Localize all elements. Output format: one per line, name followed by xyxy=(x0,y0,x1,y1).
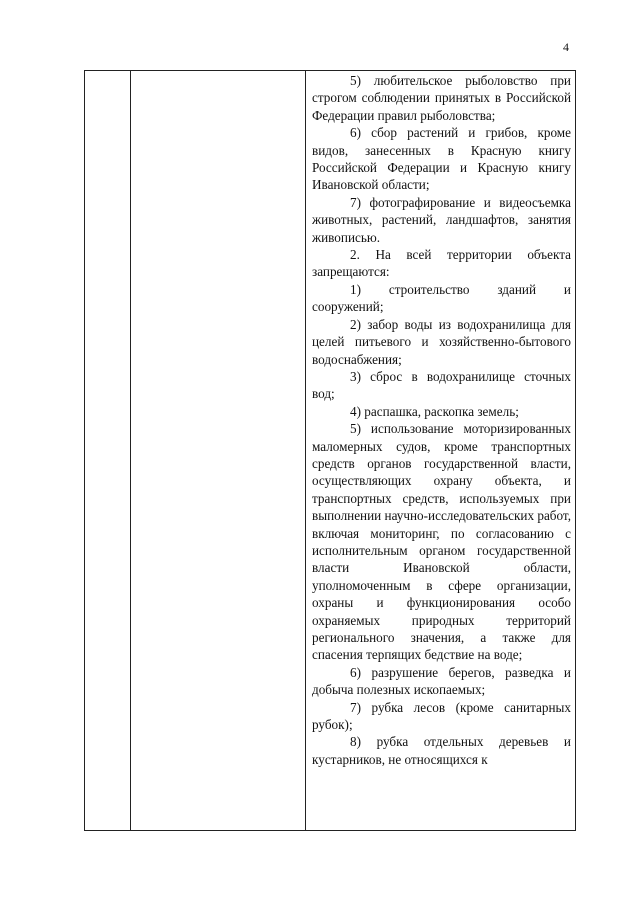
paragraph-photography: 7) фотографирование и видеосъемка животных, растений, ландшафтов, занятия живописью. xyxy=(312,194,571,245)
page-number: 4 xyxy=(563,40,569,54)
paragraph-tree-felling: 8) рубка отдельных деревьев и кустарников, не относящихся к xyxy=(312,734,571,767)
paragraph-forest-felling: 7) рубка лесов (кроме санитарных рубок); xyxy=(312,699,571,733)
table-cell-regime xyxy=(306,71,576,831)
paragraph-ploughing: 4) распашка, раскопка земель; xyxy=(350,403,519,419)
paragraph-wastewater-discharge: 3) сброс в водохранилище сточных вод; xyxy=(312,368,571,402)
regime-text-block xyxy=(306,71,575,768)
paragraph-motorized-vessels: 5) использование моторизированных маломерных судов, кроме транспортных средств органов государственной власти, осуществляющих охрану объекта, и транспортных средств, используемых при выполнении научно-исследовательских работ, включая мониторинг, по согласованию с исполнительным органом государственной власти Ивановской области, уполномоченным в сфере организации, охраны и функционирования особо охраняемых природных территорий регионального значения, а также для спасения терпящих бедствие на воде; xyxy=(312,421,571,663)
paragraph-construction: 1) строительство зданий и сооружений; xyxy=(312,281,571,315)
table-cell-number xyxy=(85,71,131,831)
paragraph-shore-destruction: 6) разрушение берегов, разведка и добыча полезных ископаемых; xyxy=(312,664,571,698)
table-cell-name-text xyxy=(131,71,305,72)
paragraph-water-intake: 2) забор воды из водохранилища для целей питьевого и хозяйственно-бытового водоснабжения; xyxy=(312,316,571,367)
paragraph-prohibitions-heading: 2. На всей территории объекта запрещаются: xyxy=(312,247,571,280)
table-cell-number-text xyxy=(85,71,130,72)
paragraph-plant-mushroom-gathering: 6) сбор растений и грибов, кроме видов, занесенных в Красную книгу Российской Федерации и Красную книгу Ивановской области; xyxy=(312,125,571,193)
table-row xyxy=(85,71,576,831)
paragraph-amateur-fishing: 5) любительское рыболовство при строгом соблюдении принятых в Российской Федерации правил рыболовства; xyxy=(312,73,571,123)
regulations-table xyxy=(84,70,576,831)
table-cell-name xyxy=(131,71,306,831)
